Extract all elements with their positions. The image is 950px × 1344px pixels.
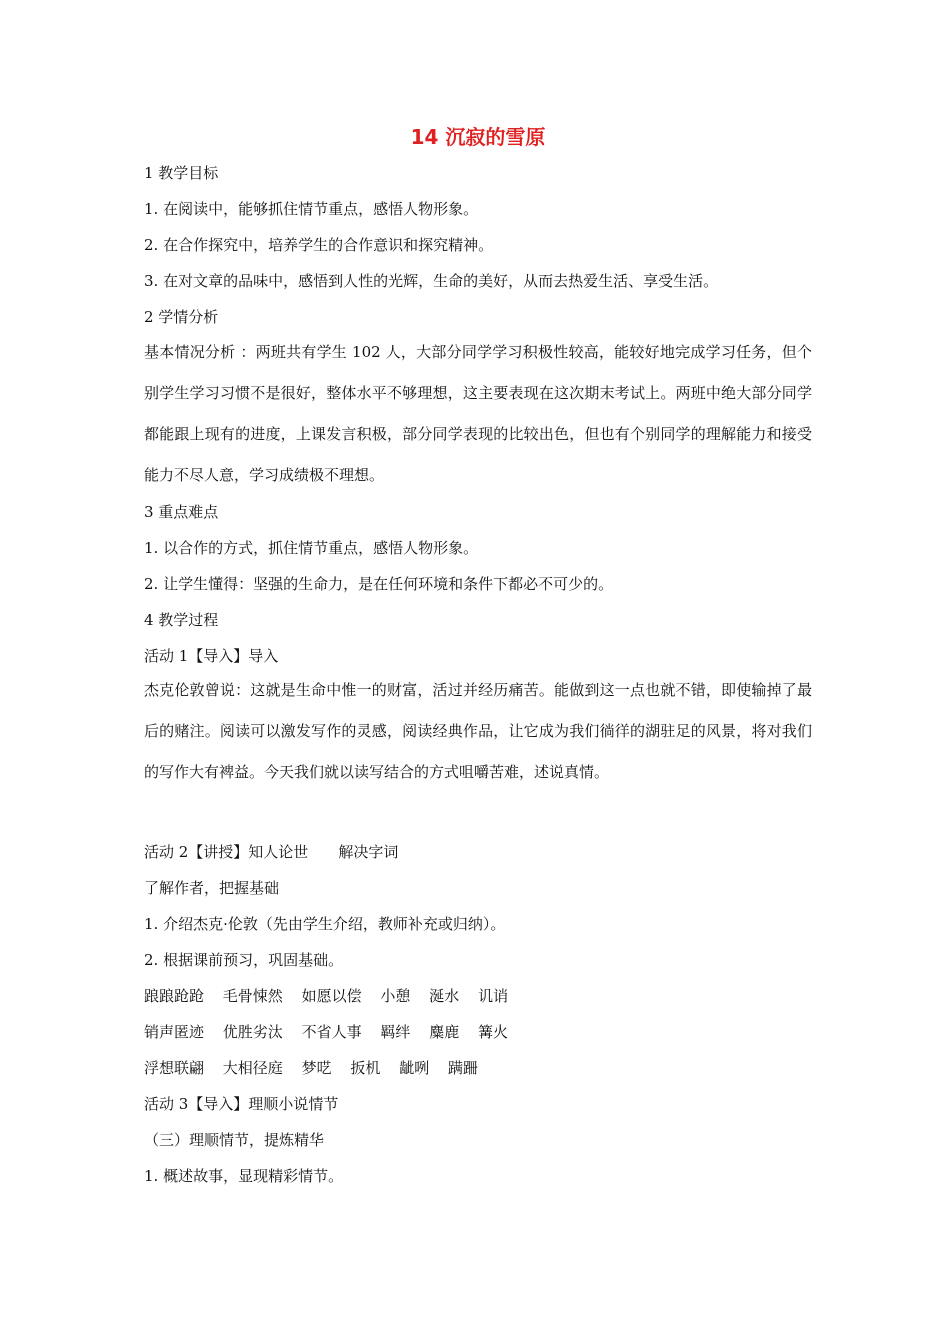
activity-2-item-1: 1. 介绍杰克·伦敦（先由学生介绍，教师补充或归纳）。 — [144, 915, 506, 933]
vocab-word: 扳机 — [350, 1059, 381, 1077]
vocab-word: 讥诮 — [477, 987, 508, 1005]
vocab-word: 踉踉跄跄 — [144, 987, 205, 1005]
objective-item-3: 3. 在对文章的品味中，感悟到人性的光辉，生命的美好，从而去热爱生活、享受生活。 — [144, 272, 719, 290]
vocab-word: 毛骨悚然 — [222, 987, 283, 1005]
key-point-item-1: 1. 以合作的方式，抓住情节重点，感悟人物形象。 — [144, 539, 479, 557]
vocab-word: 大相径庭 — [222, 1059, 283, 1077]
activity-2-subheading: 了解作者，把握基础 — [144, 879, 280, 897]
vocab-word: 羁绊 — [380, 1023, 411, 1041]
activity-3-subheading: （三）理顺情节，提炼精华 — [144, 1131, 325, 1149]
vocabulary-row-2 — [144, 1021, 812, 1043]
objective-item-2: 2. 在合作探究中，培养学生的合作意识和探究精神。 — [144, 236, 494, 254]
activity-3-item-1: 1. 概述故事，显现精彩情节。 — [144, 1167, 344, 1185]
section-heading-objectives: 1 教学目标 — [144, 164, 219, 182]
section-heading-process: 4 教学过程 — [144, 611, 219, 629]
vocab-word: 蹒跚 — [447, 1059, 478, 1077]
vocabulary-row-1 — [144, 985, 812, 1007]
vocab-word: 销声匿迹 — [144, 1023, 205, 1041]
analysis-paragraph: 基本情况分析 ：两班共有学生 102 人，大部分同学学习积极性较高，能较好地完成学习任务，但个别学生学习习惯不是很好，整体水平不够理想，这主要表现在这次期末考试上。两班中绝大部分同学都能跟上现有的进度，上课发言积极，部分同学表现的比较出色，但也有个别同学的理解能力和接受能力不尽人意，学习成绩极不理想。 — [144, 343, 812, 484]
section-heading-key-points: 3 重点难点 — [144, 503, 219, 521]
section-heading-analysis: 2 学情分析 — [144, 308, 219, 326]
vocab-word: 如愿以偿 — [301, 987, 362, 1005]
activity-1-paragraph: 杰克伦敦曾说：这就是生命中惟一的财富，活过并经历痛苦。能做到这一点也就不错，即使输掉了最后的赌注。阅读可以激发写作的灵感，阅读经典作品，让它成为我们徜徉的湖驻足的风景，将对我们的写作大有裨益。今天我们就以读写结合的方式咀嚼苦难，述说真情。 — [144, 681, 812, 781]
vocab-word: 优胜劣汰 — [222, 1023, 283, 1041]
page-title: 14 沉寂的雪原 — [410, 125, 546, 149]
vocab-word: 梦呓 — [301, 1059, 332, 1077]
vocab-word: 小憩 — [380, 987, 411, 1005]
activity-2-heading-part-a: 活动 2【讲授】知人论世 — [144, 843, 309, 861]
vocabulary-row-3 — [144, 1057, 812, 1079]
vocab-word: 龇咧 — [399, 1059, 430, 1077]
activity-2-heading — [144, 841, 812, 863]
vocab-word: 涎水 — [429, 987, 460, 1005]
key-point-item-2: 2. 让学生懂得：坚强的生命力，是在任何环境和条件下都必不可少的。 — [144, 575, 614, 593]
activity-1-heading: 活动 1【导入】导入 — [144, 647, 279, 665]
vocab-word: 浮想联翩 — [144, 1059, 205, 1077]
vocab-word: 不省人事 — [301, 1023, 362, 1041]
activity-2-heading-part-b: 解决字词 — [338, 843, 399, 861]
vocab-word: 篝火 — [477, 1023, 508, 1041]
activity-3-heading: 活动 3【导入】理顺小说情节 — [144, 1095, 339, 1113]
activity-2-item-2: 2. 根据课前预习，巩固基础。 — [144, 951, 344, 969]
objective-item-1: 1. 在阅读中，能够抓住情节重点，感悟人物形象。 — [144, 200, 479, 218]
vocab-word: 麋鹿 — [429, 1023, 460, 1041]
